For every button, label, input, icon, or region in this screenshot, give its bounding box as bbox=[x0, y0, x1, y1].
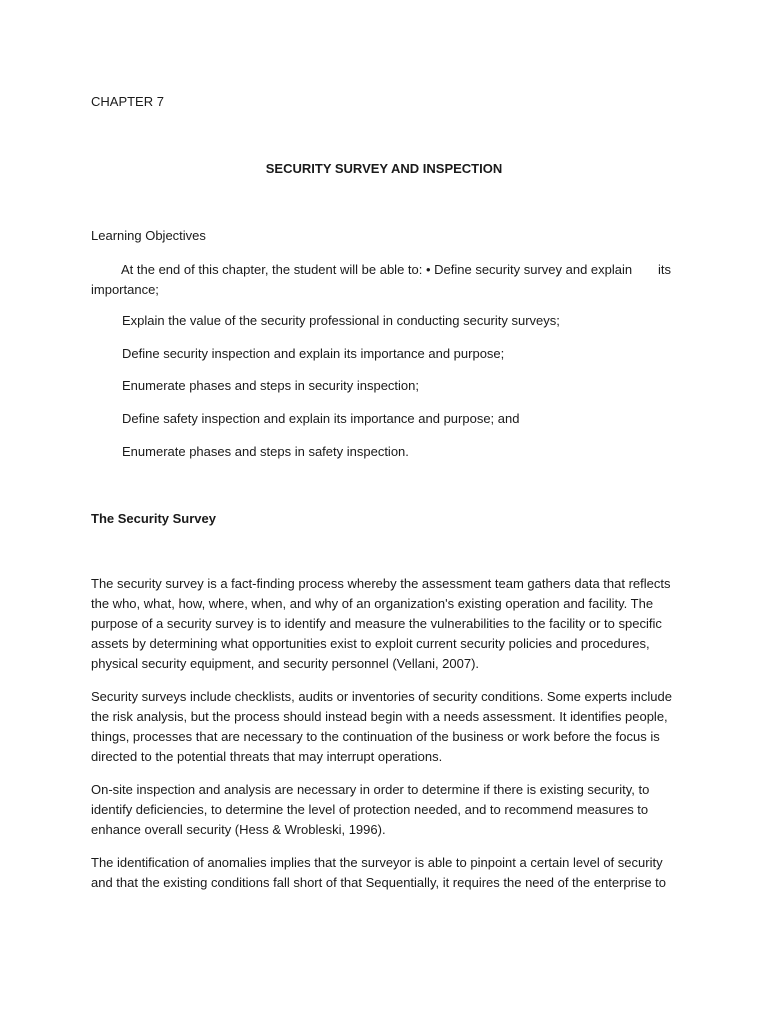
body-paragraph: The security survey is a fact-finding process whereby the assessment team gathers data that reflects the who, what, how, where, when, and why of an organization's existing operation and facility. The purpose of a security survey is to identify and measure the vulnerabilities to the facility or to specific assets by determining what opportunities exist to exploit current security policies and procedures, physical security equipment, and security personnel (Vellani, 2007). bbox=[91, 576, 671, 671]
objective-item: Define security inspection and explain its importance and purpose; bbox=[122, 346, 505, 361]
body-paragraph: On-site inspection and analysis are necessary in order to determine if there is existing security, to identify deficiencies, to determine the level of protection needed, and to recommend measures to enhance overall security (Hess & Wrobleski, 1996). bbox=[91, 782, 650, 837]
body-paragraph: Security surveys include checklists, audits or inventories of security conditions. Some experts include the risk analysis, but the process should instead begin with a needs assessment. It identifies people, things, processes that are necessary to the continuation of the business or work before the focus is directed to the potential threats that may interrupt operations. bbox=[91, 689, 672, 764]
body-paragraph: The identification of anomalies implies that the surveyor is able to pinpoint a certain level of security and that the existing conditions fall short of that Sequentially, it requires the need of the enterprise to bbox=[91, 855, 667, 890]
section-heading: The Security Survey bbox=[91, 511, 216, 526]
objective-item: Enumerate phases and steps in safety inspection. bbox=[122, 444, 409, 459]
intro-second-line: importance; bbox=[91, 282, 159, 297]
intro-text-trailing: its bbox=[658, 262, 671, 277]
intro-text: At the end of this chapter, the student will be able to: • Define security survey and explain bbox=[121, 262, 633, 277]
intro-first-line bbox=[91, 260, 671, 280]
objective-item: Enumerate phases and steps in security inspection; bbox=[122, 378, 420, 393]
learning-objectives-intro bbox=[91, 260, 671, 300]
chapter-label: CHAPTER 7 bbox=[91, 94, 164, 109]
learning-objectives-heading: Learning Objectives bbox=[91, 228, 206, 243]
objective-item: Define safety inspection and explain its importance and purpose; and bbox=[122, 411, 520, 426]
objective-item: Explain the value of the security professional in conducting security surveys; bbox=[122, 313, 560, 328]
page-title: SECURITY SURVEY AND INSPECTION bbox=[265, 161, 503, 176]
